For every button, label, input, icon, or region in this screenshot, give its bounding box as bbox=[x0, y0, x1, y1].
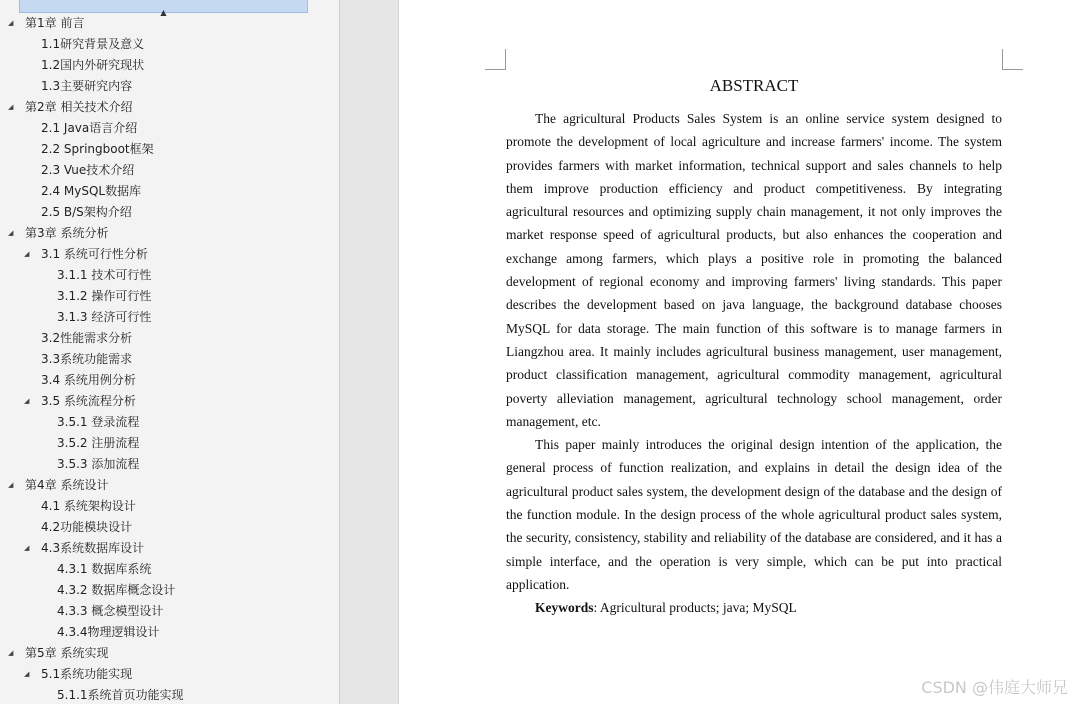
outline-item-label: 4.1 系统架构设计 bbox=[41, 499, 136, 513]
expanded-triangle-icon[interactable]: ◢ bbox=[8, 103, 14, 111]
outline-item-label: 4.3.3 概念模型设计 bbox=[57, 604, 164, 618]
outline-item[interactable] bbox=[0, 643, 330, 664]
outline-item[interactable] bbox=[0, 55, 330, 76]
outline-item-label: 5.1系统功能实现 bbox=[41, 667, 133, 681]
outline-item-label: 第1章 前言 bbox=[25, 16, 85, 30]
outline-item[interactable] bbox=[0, 13, 330, 34]
outline-item-label: 4.3.2 数据库概念设计 bbox=[57, 583, 176, 597]
abstract-body[interactable] bbox=[506, 107, 1002, 620]
outline-item[interactable] bbox=[0, 601, 330, 622]
outline-item[interactable] bbox=[0, 244, 330, 265]
expanded-triangle-icon[interactable]: ◢ bbox=[24, 397, 30, 405]
outline-item[interactable] bbox=[0, 370, 330, 391]
outline-item-label: 1.1研究背景及意义 bbox=[41, 37, 145, 51]
outline-item-label: 3.5 系统流程分析 bbox=[41, 394, 136, 408]
outline-item-label: 3.1.1 技术可行性 bbox=[57, 268, 152, 282]
outline-item-label: 4.2功能模块设计 bbox=[41, 520, 133, 534]
outline-item[interactable] bbox=[0, 307, 330, 328]
collapse-up-icon: ▲ bbox=[160, 8, 167, 17]
expanded-triangle-icon[interactable]: ◢ bbox=[8, 481, 14, 489]
expanded-triangle-icon[interactable]: ◢ bbox=[8, 649, 14, 657]
outline-item[interactable] bbox=[0, 97, 330, 118]
expanded-triangle-icon[interactable]: ◢ bbox=[24, 670, 30, 678]
outline-item[interactable] bbox=[0, 349, 330, 370]
outline-item-label: 3.5.1 登录流程 bbox=[57, 415, 140, 429]
margin-corner-mark-left bbox=[485, 49, 506, 70]
expanded-triangle-icon[interactable]: ◢ bbox=[24, 250, 30, 258]
outline-item-label: 4.3.4物理逻辑设计 bbox=[57, 625, 160, 639]
keywords-text: : Agricultural products; java; MySQL bbox=[593, 600, 797, 616]
expanded-triangle-icon[interactable]: ◢ bbox=[8, 19, 14, 27]
page-title: ABSTRACT bbox=[709, 76, 799, 95]
outline-item[interactable] bbox=[0, 76, 330, 97]
outline-item[interactable] bbox=[0, 139, 330, 160]
outline-item-label: 2.4 MySQL数据库 bbox=[41, 184, 142, 198]
outline-item-label: 2.1 Java语言介绍 bbox=[41, 121, 138, 135]
outline-item-label: 3.1.2 操作可行性 bbox=[57, 289, 152, 303]
outline-item[interactable] bbox=[0, 454, 330, 475]
expanded-triangle-icon[interactable]: ◢ bbox=[8, 229, 14, 237]
margin-corner-mark-right bbox=[1002, 49, 1023, 70]
outline-item-label: 4.3.1 数据库系统 bbox=[57, 562, 152, 576]
outline-item[interactable] bbox=[0, 391, 330, 412]
abstract-paragraph-1[interactable]: The agricultural Products Sales System is an online service system designed to promote the development of local agriculture and increase farmers' income. The system provides farmers with market information, technical support and sales channels to help them improve production efficiency and product competitiveness. By integrating agricultural resources and optimizing supply chain management, it not only improves the market response speed of agricultural products, but also enhances the cooperation and exchange among farmers, which plays a positive role in promoting the balanced development of regional economy and improving farmers' living standards. This paper describes the development based on java language, the background database chooses MySQL for data storage. The main function of this software is to manage farmers in Liangzhou area. It mainly includes agricultural business management, user management, product classification management, agricultural commodity management, agricultural poverty alleviation management, agricultural technology school management, order management, etc. bbox=[506, 111, 1002, 429]
outline-item[interactable] bbox=[0, 664, 330, 685]
outline-item-label: 第3章 系统分析 bbox=[25, 226, 109, 240]
outline-item-label: 5.1.1系统首页功能实现 bbox=[57, 688, 184, 702]
outline-item[interactable] bbox=[0, 160, 330, 181]
outline-item[interactable] bbox=[0, 286, 330, 307]
outline-item[interactable] bbox=[0, 223, 330, 244]
outline-item[interactable] bbox=[0, 475, 330, 496]
outline-item[interactable] bbox=[0, 622, 330, 643]
outline-item[interactable] bbox=[0, 517, 330, 538]
outline-item[interactable] bbox=[0, 181, 330, 202]
outline-item[interactable] bbox=[0, 118, 330, 139]
outline-item[interactable] bbox=[0, 412, 330, 433]
page-gutter bbox=[340, 0, 399, 704]
outline-item-label: 3.5.2 注册流程 bbox=[57, 436, 140, 450]
outline-item-label: 2.3 Vue技术介绍 bbox=[41, 163, 135, 177]
outline-item-label: 3.4 系统用例分析 bbox=[41, 373, 136, 387]
outline-item[interactable] bbox=[0, 685, 330, 704]
outline-item-label: 4.3系统数据库设计 bbox=[41, 541, 145, 555]
outline-item[interactable] bbox=[0, 433, 330, 454]
keywords-label: Keywords bbox=[535, 600, 594, 616]
outline-item-label: 3.3系统功能需求 bbox=[41, 352, 133, 366]
outline-item[interactable] bbox=[0, 328, 330, 349]
outline-item-label: 3.1.3 经济可行性 bbox=[57, 310, 152, 324]
outline-item[interactable] bbox=[0, 580, 330, 601]
outline-item-label: 第2章 相关技术介绍 bbox=[25, 100, 133, 114]
outline-item[interactable] bbox=[0, 265, 330, 286]
navigation-pane bbox=[0, 0, 340, 704]
collapse-pane-button[interactable] bbox=[19, 0, 308, 17]
outline-item-label: 3.2性能需求分析 bbox=[41, 331, 133, 345]
watermark: CSDN @伟庭大师兄 bbox=[921, 678, 1068, 697]
outline-item-label: 3.1 系统可行性分析 bbox=[41, 247, 148, 261]
abstract-paragraph-2[interactable]: This paper mainly introduces the original design intention of the application, the general process of function realization, and explains in detail the design idea of the agricultural product sales system, the development design of the database and the design of the function module. In the design process of the whole agricultural product sales system, the security, consistency, stability and reliability of the database are considered, and it has a simple interface, and the operation is very simple, which can be put into practical application. bbox=[506, 437, 1002, 592]
outline-item-label: 1.2国内外研究现状 bbox=[41, 58, 145, 72]
outline-item-label: 2.2 Springboot框架 bbox=[41, 142, 154, 156]
outline-item-label: 3.5.3 添加流程 bbox=[57, 457, 140, 471]
outline-item[interactable] bbox=[0, 559, 330, 580]
document-page bbox=[399, 0, 1074, 704]
outline-item-label: 第5章 系统实现 bbox=[25, 646, 109, 660]
outline-item[interactable] bbox=[0, 538, 330, 559]
outline-item-label: 第4章 系统设计 bbox=[25, 478, 109, 492]
keywords-line[interactable] bbox=[506, 596, 1002, 619]
outline-item[interactable] bbox=[0, 202, 330, 223]
outline-item-label: 2.5 B/S架构介绍 bbox=[41, 205, 132, 219]
outline-item-label: 1.3主要研究内容 bbox=[41, 79, 133, 93]
outline-item[interactable] bbox=[0, 34, 330, 55]
outline-item[interactable] bbox=[0, 496, 330, 517]
expanded-triangle-icon[interactable]: ◢ bbox=[24, 544, 30, 552]
